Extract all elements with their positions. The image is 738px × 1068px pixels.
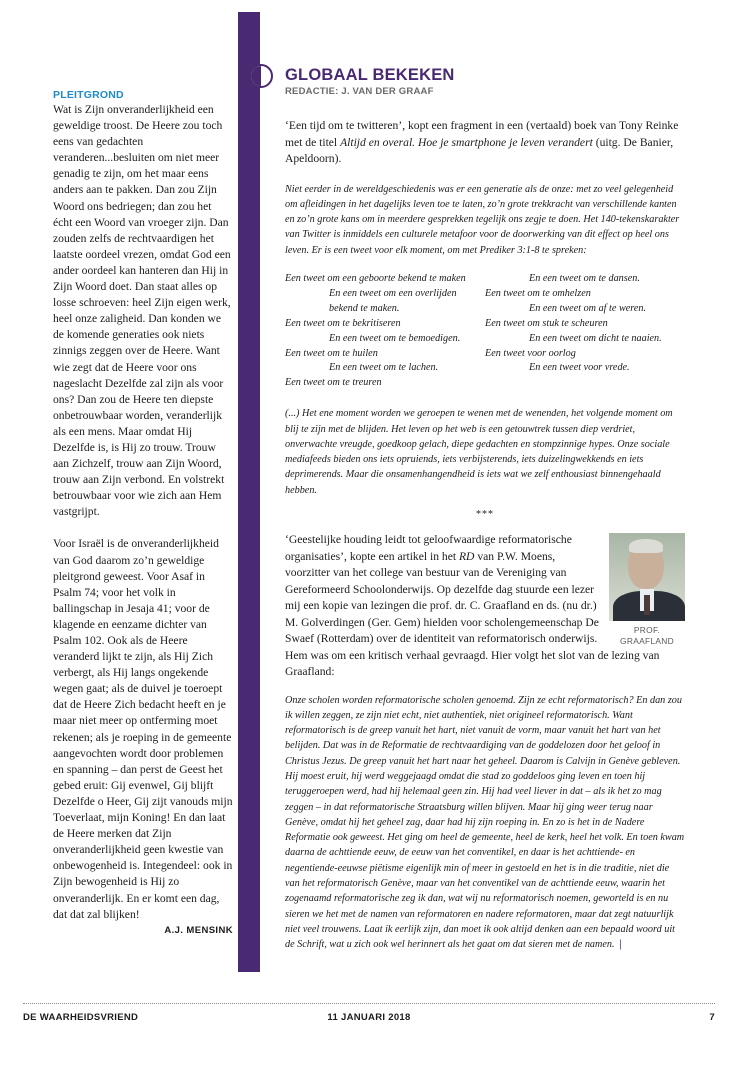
intro-paragraph [285, 118, 685, 168]
half-circle-icon [249, 64, 273, 88]
poem-line: En een tweet voor vrede. [529, 362, 630, 374]
poem-line: En een tweet om af te weren. [529, 302, 647, 314]
poem-column-left [285, 272, 485, 391]
poem-line: Een tweet om te huilen [285, 347, 378, 359]
poem-line: En een tweet om te lachen. [329, 362, 439, 374]
book-quote-continued: (...) Het ene moment worden we geroepen te wenen met de wenenden, het volgende moment om blij te zijn met de blijden. Het leven op het web is een getouwtrek tussen diep verdriet, onverwachte vreugde, goedkoop gelach, diepe gedachten en stompzinnige hypes. Onze sociale mediafeeds bieden ons iets opruiends, iets verbijsterends, iets duizelingwekkends en iets deprimerends. Maar die onsamenhangendheid is iets wat we zelf enthousiast binnengehaald hebben. [285, 408, 673, 496]
left-paragraph: Wat is Zijn onveranderlijkheid een geweldige troost. De Heere zou toch eens van gedachten veranderen...besluiten om niet meer genadig te zijn, om het maar eens anders aan te pakken. Dan zou Zijn Woord ons bedriegen; dan zou het écht een Woord van vroeger zijn. Dan zouden zelfs de rechtvaardigen het laatste oordeel vrezen, omdat God een ander oordeel kan hanteren dan Hij in Zijn Woord doet. Dan staat alles op losse schroeven: heel Zijn eigen werk, heel onze zaligheid. Dan konden we de komende generaties ook niets zinnigs zeggen over de Heere. Want wie zegt dat de Heere voor ons nageslacht Dezelfde zal zijn als voor ons? Dan zou de Heere ten diepste onbetrouwbaar worden, veranderlijk als een mens. Maar omdat Hij Dezelfde is, is Hij zo trouw. Trouw aan Zichzelf, trouw aan Zijn Woord, trouw aan Zijn verbond. En volstrekt betrouwbaar voor wie zich aan Hem vastgrijpt. [53, 103, 231, 519]
purple-band [238, 12, 260, 972]
footer-page-number: 7 [709, 1012, 715, 1023]
poem-line: En een tweet om een overlijden [329, 287, 457, 299]
poem-line: Een tweet om stuk te scheuren [485, 317, 608, 329]
poem-line: Een tweet voor oorlog [485, 347, 576, 359]
intro-publisher: (uitg. De Banier, Apeldoorn). [285, 135, 674, 165]
right-column [285, 66, 685, 953]
left-heading: PLEITGROND [53, 89, 124, 101]
left-author: A.J. MENSINK [164, 924, 233, 936]
portrait-photo [609, 533, 685, 621]
lecture-quote-text: Onze scholen worden reformatorische scholen genoemd. Zijn ze echt reformatorisch? En dan zou ik willen zeggen, ze zijn niet echt, niet authentiek, niet origineel reformatorisch. Want reformatorisch is de greep vanuit het hart, niet vanuit de vorm, maar vanuit het hart van het belijden. Dat was in de Reformatie de rechtvaardiging van de goddelozen door het geloof in Christus Jezus. De greep vanuit het hart naar het geheel. Daarom is Calvijn in Genève gebleven. Hij moest eruit, hij werd weggejaagd omdat die stad zo goddeloos ging leven en toen hij teruggeroepen werd, had hij helemaal geen zin. Hij had veel liever in dat – als ik het zo mag zeggen – in dat reformatorische Straatsburg willen blijven. Maar hij ging weer terug naar Genève, omdat hij het geheel zag, daar had hij zijn roeping in. En zo is het in de Nadere Reformatie ook geweest. Het ging om heel de gemeente, heel de kerk, heel het volk. En toen kwam daarna de achttiende eeuw, de eeuw van het conventikel, en daar is het achttiende- en negentiende-eeuwse piëtisme eigenlijk min of meer in gestoeld en het is in die traditie, niet die van het reformatorisch Genève, maar van het conventikel van de achttiende eeuw, waarin het zogenaamd reformatorische zeg ik dan, wat wij nu reformatorisch noemen, geworteld is en nu sieren we het met de namen van reformatoren en nadere reformatoren, maar dat zegt natuurlijk niet veel trouwens. Laat ik eerlijk zijn, dan moet ik ook altijd denken aan een bepaald woord uit de Schrift, wat u zich ook wel herinnert als het gaat om dat sieren met de namen. [285, 694, 685, 951]
book-title: Altijd en overal. Hoe je smartphone je leven verandert [340, 135, 593, 149]
section-subtitle: REDACTIE: J. VAN DER GRAAF [285, 86, 434, 97]
left-paragraph: Voor Israël is de onveranderlijkheid van God daarom zo’n geweldige pleitgrond geweest. Voor Asaf in Psalm 74; voor het volk in ballingschap in Jesaja 41; voor de klagende en eenzame dichter van Psalm 102. Ook als de Heere veranderd lijkt te zijn, als Hij Zich verbergt, als Hij langs ongekende wegen gaat; als de duivel je toeroept dat de Heere Zich bedacht heeft en je maar niet meer op ontferming moet rekenen; als je roeping in de gemeente aangevochten wordt door problemen en spanning – dan perst de Geest het gebed eruit: Gij evenwel, Gij blijft Dezelfde o Heer, Gij zijt vanouds mijn Toeverlaat, mijn Koning! En dan laat de Heere merken dat Zijn onveranderlijkheid geen kwestie van onbewogenheid is. Integendeel: ook in Zijn bewogenheid is Hij zo onveranderlijk. En er komt een dag, dat dat zal blijken! [53, 537, 233, 921]
tweet-poem [285, 272, 685, 391]
photo-figure [609, 533, 685, 647]
footer-date: 11 JANUARI 2018 [327, 1012, 411, 1023]
lecture-quote [285, 693, 685, 953]
poem-line: Een tweet om te omhelzen [485, 287, 591, 299]
footer-publication: DE WAARHEIDSVRIEND [23, 1012, 139, 1023]
article-text: ‘Geestelijke houding leidt tot geloofwaardige reformatorische organisaties’, kopte een artikel in het [285, 533, 572, 563]
book-quote: Niet eerder in de wereldgeschiedenis was er een generatie als de onze: met zo veel gelegenheid om afleidingen in het dagelijks leven toe te laten, zo’n grote trekkracht van verschillende kanten en zo’n grote kans om in meerdere gesprekken tegelijk ons zegje te doen. Het 140-tekenskarakter van Twitter is inmiddels een culturele metafoor voor de doorwerking van dit effect op heel ons leven. Er is een tweet voor elk moment, om met Prediker 3:1-8 te spreken: [285, 183, 680, 256]
poem-line: En een tweet om te dansen. [529, 272, 640, 284]
article-block [285, 532, 685, 953]
photo-caption: PROF. GRAAFLAND [620, 625, 674, 647]
poem-line: En een tweet om dicht te naaien. [529, 332, 662, 344]
poem-line: En een tweet om te bemoedigen. [329, 332, 461, 344]
section-separator: *** [476, 509, 494, 521]
end-mark: | [619, 939, 622, 951]
left-column [53, 88, 233, 938]
newspaper-name: RD [458, 549, 475, 563]
poem-line: bekend te maken. [329, 302, 400, 314]
poem-line: Een tweet om te bekritiseren [285, 317, 401, 329]
intro-text: ‘Een tijd om te twitteren’, kopt een fragment in een (vertaald) boek van Tony Reinke met de titel [285, 119, 679, 149]
poem-line: Een tweet om te treuren [285, 377, 382, 389]
article-text-continued: van P.W. Moens, voorzitter van het college van bestuur van de Vereniging van Gereformeerd Schoolonderwijs. Op dezelfde dag stuurde een lezer mij een kopie van lezingen die prof. dr. C. Graafland en ds. (nu dr.) M. Golverdingen (Ger. Gem) hielden voor scholengemeenschap De Swaef (Rotterdam) over de identiteit van reformatorisch onderwijs. Hem was om een kritisch verhaal gevraagd. Hier volgt het slot van de lezing van Graafland: [285, 549, 660, 679]
poem-line: Een tweet om een geboorte bekend te maken [285, 272, 466, 284]
left-text [53, 102, 233, 923]
footer-rule [23, 1003, 715, 1004]
poem-column-right [485, 272, 685, 391]
section-title: GLOBAAL BEKEKEN [285, 66, 455, 84]
